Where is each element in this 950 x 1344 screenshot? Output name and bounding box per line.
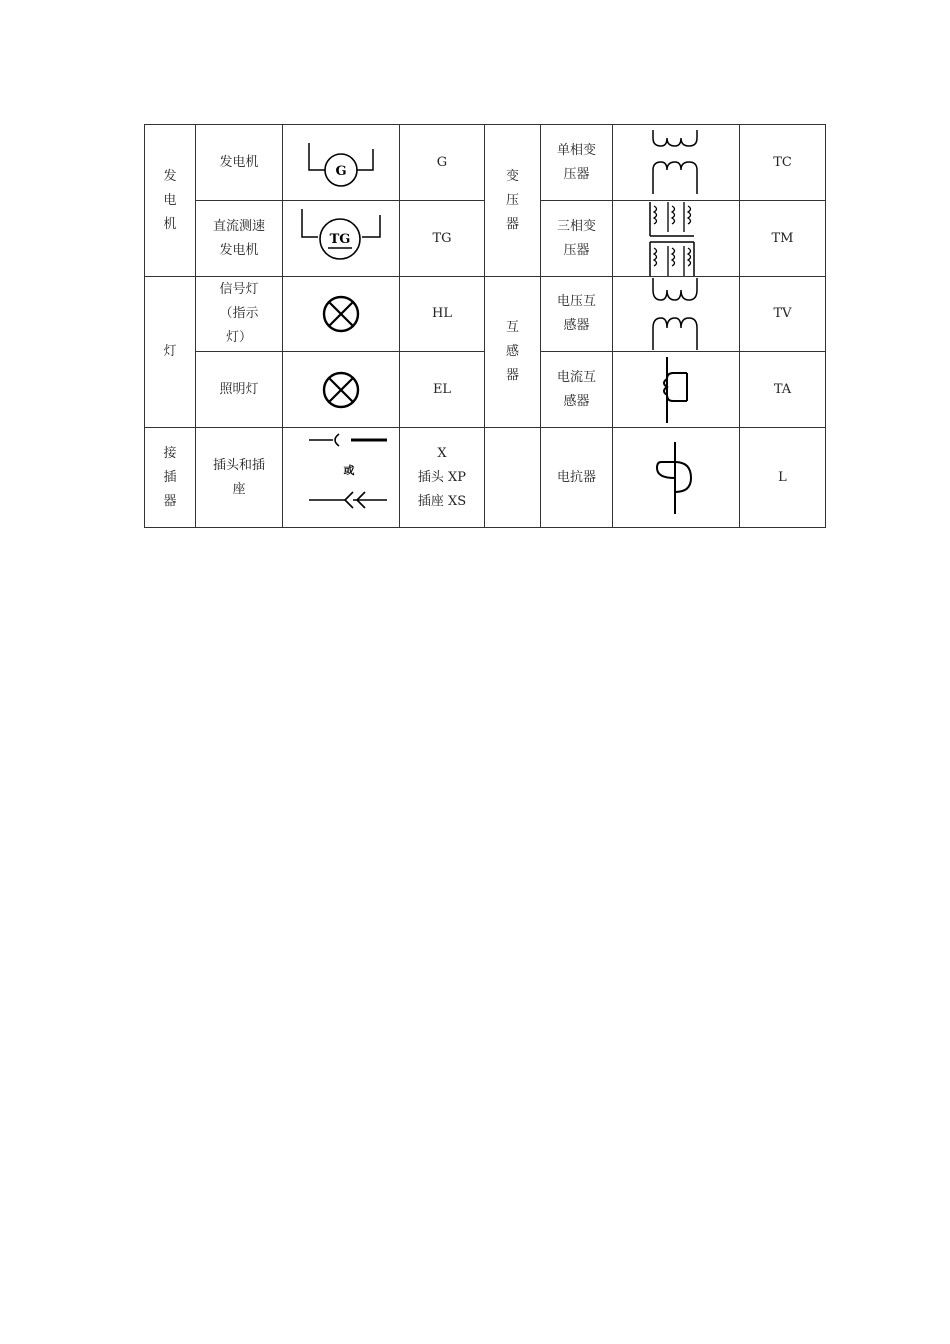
item-code: TM xyxy=(740,201,826,277)
item-name: 直流测速 发电机 xyxy=(196,201,283,277)
category-connector: 接 插 器 xyxy=(145,428,196,528)
tacho-generator-symbol-icon xyxy=(283,201,400,277)
category-transformer: 变 压 器 xyxy=(485,125,541,277)
item-code: G xyxy=(400,125,485,201)
item-name: 三相变 压器 xyxy=(541,201,613,277)
item-code: TA xyxy=(740,352,826,428)
item-code: EL xyxy=(400,352,485,428)
item-name: 信号灯 （指示 灯） xyxy=(196,277,283,352)
item-code: TG xyxy=(400,201,485,277)
voltage-transformer-icon xyxy=(613,277,740,352)
category-generator xyxy=(145,125,196,277)
svg-text:G: G xyxy=(335,163,347,179)
item-name: 电抗器 xyxy=(541,428,613,528)
category-instrument-transformer: 互 感 器 xyxy=(485,277,541,428)
single-phase-transformer-icon xyxy=(613,125,740,201)
item-code: X 插头 XP 插座 XS xyxy=(400,428,485,528)
item-name: 发电机 xyxy=(196,125,283,201)
item-name: 照明灯 xyxy=(196,352,283,428)
signal-lamp-icon xyxy=(283,277,400,352)
reactor-icon xyxy=(613,428,740,528)
three-phase-transformer-icon xyxy=(613,201,740,277)
item-code: TC xyxy=(740,125,826,201)
symbol-table xyxy=(144,124,826,528)
category-empty xyxy=(485,428,541,528)
category-label: 发 电 机 xyxy=(163,168,177,232)
svg-text:TG: TG xyxy=(329,231,351,247)
category-lamp: 灯 xyxy=(145,277,196,428)
generator-symbol-icon xyxy=(283,125,400,201)
item-code: TV xyxy=(740,277,826,352)
item-name: 插头和插 座 xyxy=(196,428,283,528)
plug-socket-icon xyxy=(283,428,400,528)
item-code: L xyxy=(740,428,826,528)
item-name: 单相变 压器 xyxy=(541,125,613,201)
item-name: 电流互 感器 xyxy=(541,352,613,428)
svg-text:或: 或 xyxy=(343,463,355,477)
item-code: HL xyxy=(400,277,485,352)
current-transformer-icon xyxy=(613,352,740,428)
lighting-lamp-icon xyxy=(283,352,400,428)
item-name: 电压互 感器 xyxy=(541,277,613,352)
